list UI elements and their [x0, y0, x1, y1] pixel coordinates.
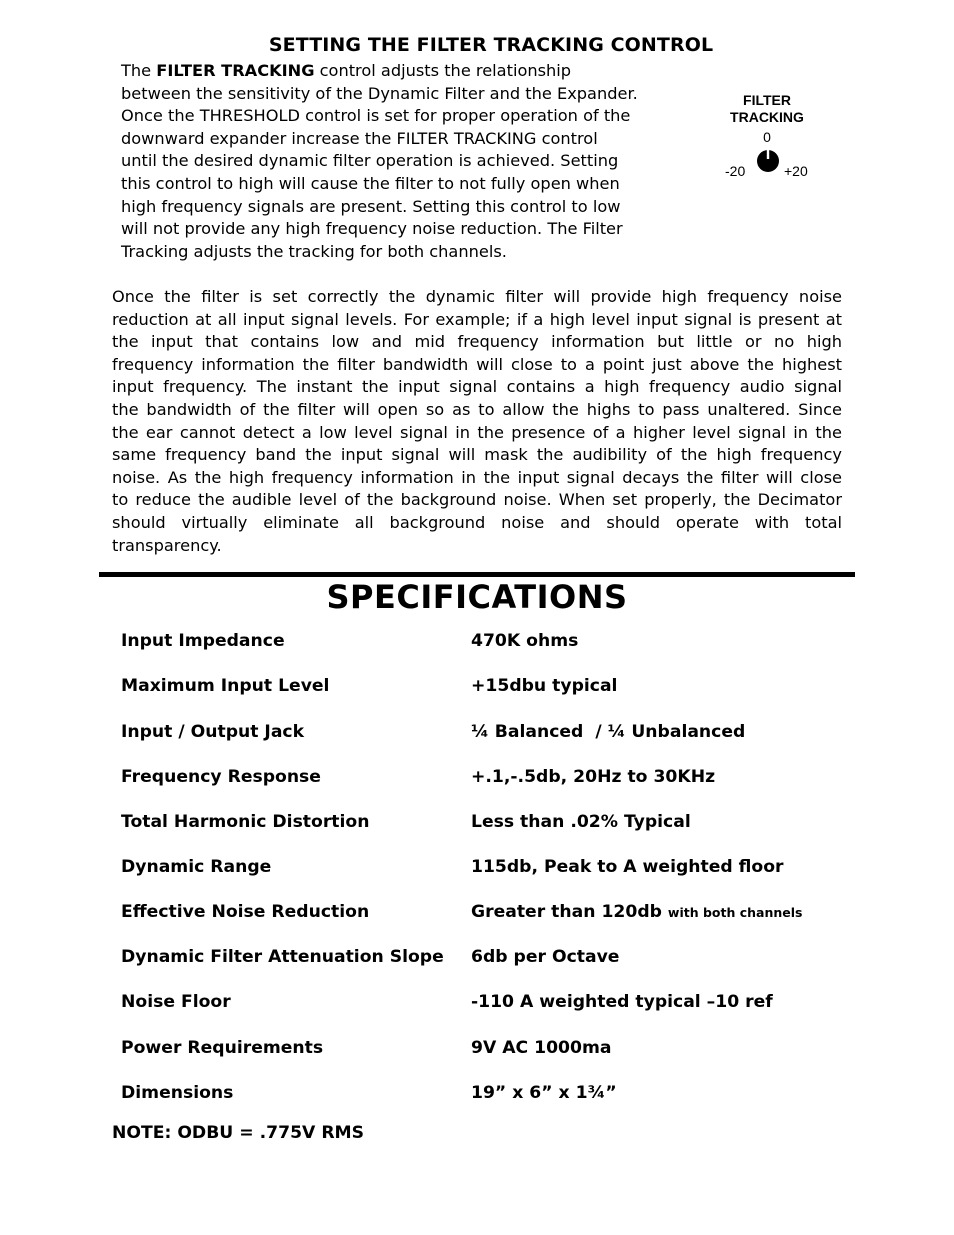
spec-row [0, 992, 954, 1016]
intro-line: until the desired dynamic filter operation is achieved. Setting [121, 151, 619, 171]
intro-line: between the sensitivity of the Dynamic Filter and the Expander. [121, 83, 638, 103]
intro-line [121, 60, 681, 83]
filter-tracking-intro [121, 60, 681, 263]
intro-text: The [121, 61, 157, 80]
spec-label: Input Impedance [121, 631, 285, 651]
spec-value [471, 722, 745, 742]
spec-value [471, 902, 803, 922]
paragraph-line: input frequency. The instant the input signal contains a high frequency audio signal [112, 377, 842, 397]
spec-row [0, 812, 954, 836]
spec-row [0, 767, 954, 791]
intro-line: will not provide any high frequency noise reduction. The Filter [121, 219, 623, 239]
paragraph-line: frequency information the filter bandwidth will close to a point just above the highest [112, 354, 842, 374]
paragraph-line: Once the filter is set correctly the dynamic filter will provide high frequency noise [112, 287, 842, 306]
paragraph-line: noise. As the high frequency information in the input signal decays the filter will close [112, 467, 842, 487]
knob-min-label: -20 [725, 163, 746, 179]
spec-value-text: Less than .02% Typical [471, 812, 691, 832]
filter-tracking-emphasis: FILTER TRACKING [156, 61, 315, 80]
intro-line: Once the THRESHOLD control is set for proper operation of the [121, 106, 631, 126]
section-divider [99, 572, 855, 577]
spec-label: Dimensions [121, 1083, 234, 1103]
spec-value-text: 9V AC 1000ma [471, 1038, 612, 1058]
knob-title [716, 92, 818, 126]
intro-text: control adjusts the relationship [314, 61, 572, 80]
intro-line: high frequency signals are present. Setting this control to low [121, 196, 621, 216]
intro-line: downward expander increase the FILTER TRACKING control [121, 128, 598, 148]
paragraph-line: reduction at all input signal levels. For example; if a high level input signal is present at [112, 309, 842, 329]
spec-value-text: 470K ohms [471, 631, 579, 651]
paragraph-line: to reduce the audible level of the background noise. When set properly, the Decimator [112, 490, 842, 510]
spec-value-text: +15dbu typical [471, 676, 618, 696]
spec-value [471, 1083, 617, 1103]
spec-value-text: +.1,-.5db, 20Hz to 30KHz [471, 767, 716, 787]
spec-row [0, 1083, 954, 1107]
filter-tracking-knob-diagram [716, 92, 824, 187]
spec-value [471, 676, 617, 696]
spec-value-text: 19” x 6” x 1¾” [471, 1083, 617, 1103]
section-heading: SETTING THE FILTER TRACKING CONTROL [268, 34, 714, 56]
paragraph-line: the input that contains low and mid frequency information but little or no high [112, 332, 842, 352]
spec-value [471, 767, 715, 787]
spec-label: Noise Floor [121, 992, 231, 1012]
spec-value-text: Greater than 120db [471, 902, 662, 922]
dynamic-filter-paragraph [112, 286, 842, 557]
knob-max-label: +20 [784, 163, 808, 179]
spec-value [471, 1038, 612, 1058]
spec-value-text: -110 A weighted typical –10 ref [471, 992, 773, 1012]
specs-note: NOTE: ODBU = .775V RMS [112, 1123, 365, 1143]
knob-title-line: FILTER [743, 92, 791, 108]
spec-value-text: 115db, Peak to A weighted floor [471, 857, 784, 877]
spec-label: Maximum Input Level [121, 676, 330, 696]
spec-row [0, 857, 954, 881]
spec-row [0, 631, 954, 655]
spec-label: Dynamic Filter Attenuation Slope [121, 947, 444, 967]
knob-title-line: TRACKING [730, 109, 804, 125]
spec-value-text: ¼ Balanced / ¼ Unbalanced [471, 722, 746, 742]
spec-value [471, 857, 784, 877]
spec-row [0, 947, 954, 971]
spec-row [0, 676, 954, 700]
spec-label: Total Harmonic Distortion [121, 812, 370, 832]
spec-label: Dynamic Range [121, 857, 272, 877]
spec-value [471, 947, 619, 967]
paragraph-line: the ear cannot detect a low level signal in the presence of a higher level signal in the [112, 422, 842, 442]
paragraph-line: should virtually eliminate all background noise and should operate with total [112, 512, 842, 532]
spec-value-note: with both channels [667, 905, 803, 920]
spec-value-text: 6db per Octave [471, 947, 620, 967]
paragraph-line: transparency. [112, 535, 222, 555]
paragraph-line: same frequency band the input signal will mask the audibility of the high frequency [112, 445, 842, 465]
spec-row [0, 902, 954, 926]
knob-center-label: 0 [763, 129, 771, 145]
knob-icon [755, 148, 781, 174]
spec-value [471, 812, 691, 832]
specifications-heading: SPECIFICATIONS [326, 578, 628, 616]
spec-label: Input / Output Jack [121, 722, 305, 742]
spec-value [471, 631, 578, 651]
spec-label: Power Requirements [121, 1038, 324, 1058]
spec-row [0, 1038, 954, 1062]
spec-label: Effective Noise Reduction [121, 902, 370, 922]
intro-line: this control to high will cause the filter to not fully open when [121, 173, 620, 193]
spec-label: Frequency Response [121, 767, 321, 787]
intro-line: Tracking adjusts the tracking for both channels. [121, 241, 507, 261]
spec-row [0, 722, 954, 746]
spec-value [471, 992, 773, 1012]
paragraph-line: the bandwidth of the filter will open so as to allow the highs to pass unaltered. Since [112, 399, 842, 419]
